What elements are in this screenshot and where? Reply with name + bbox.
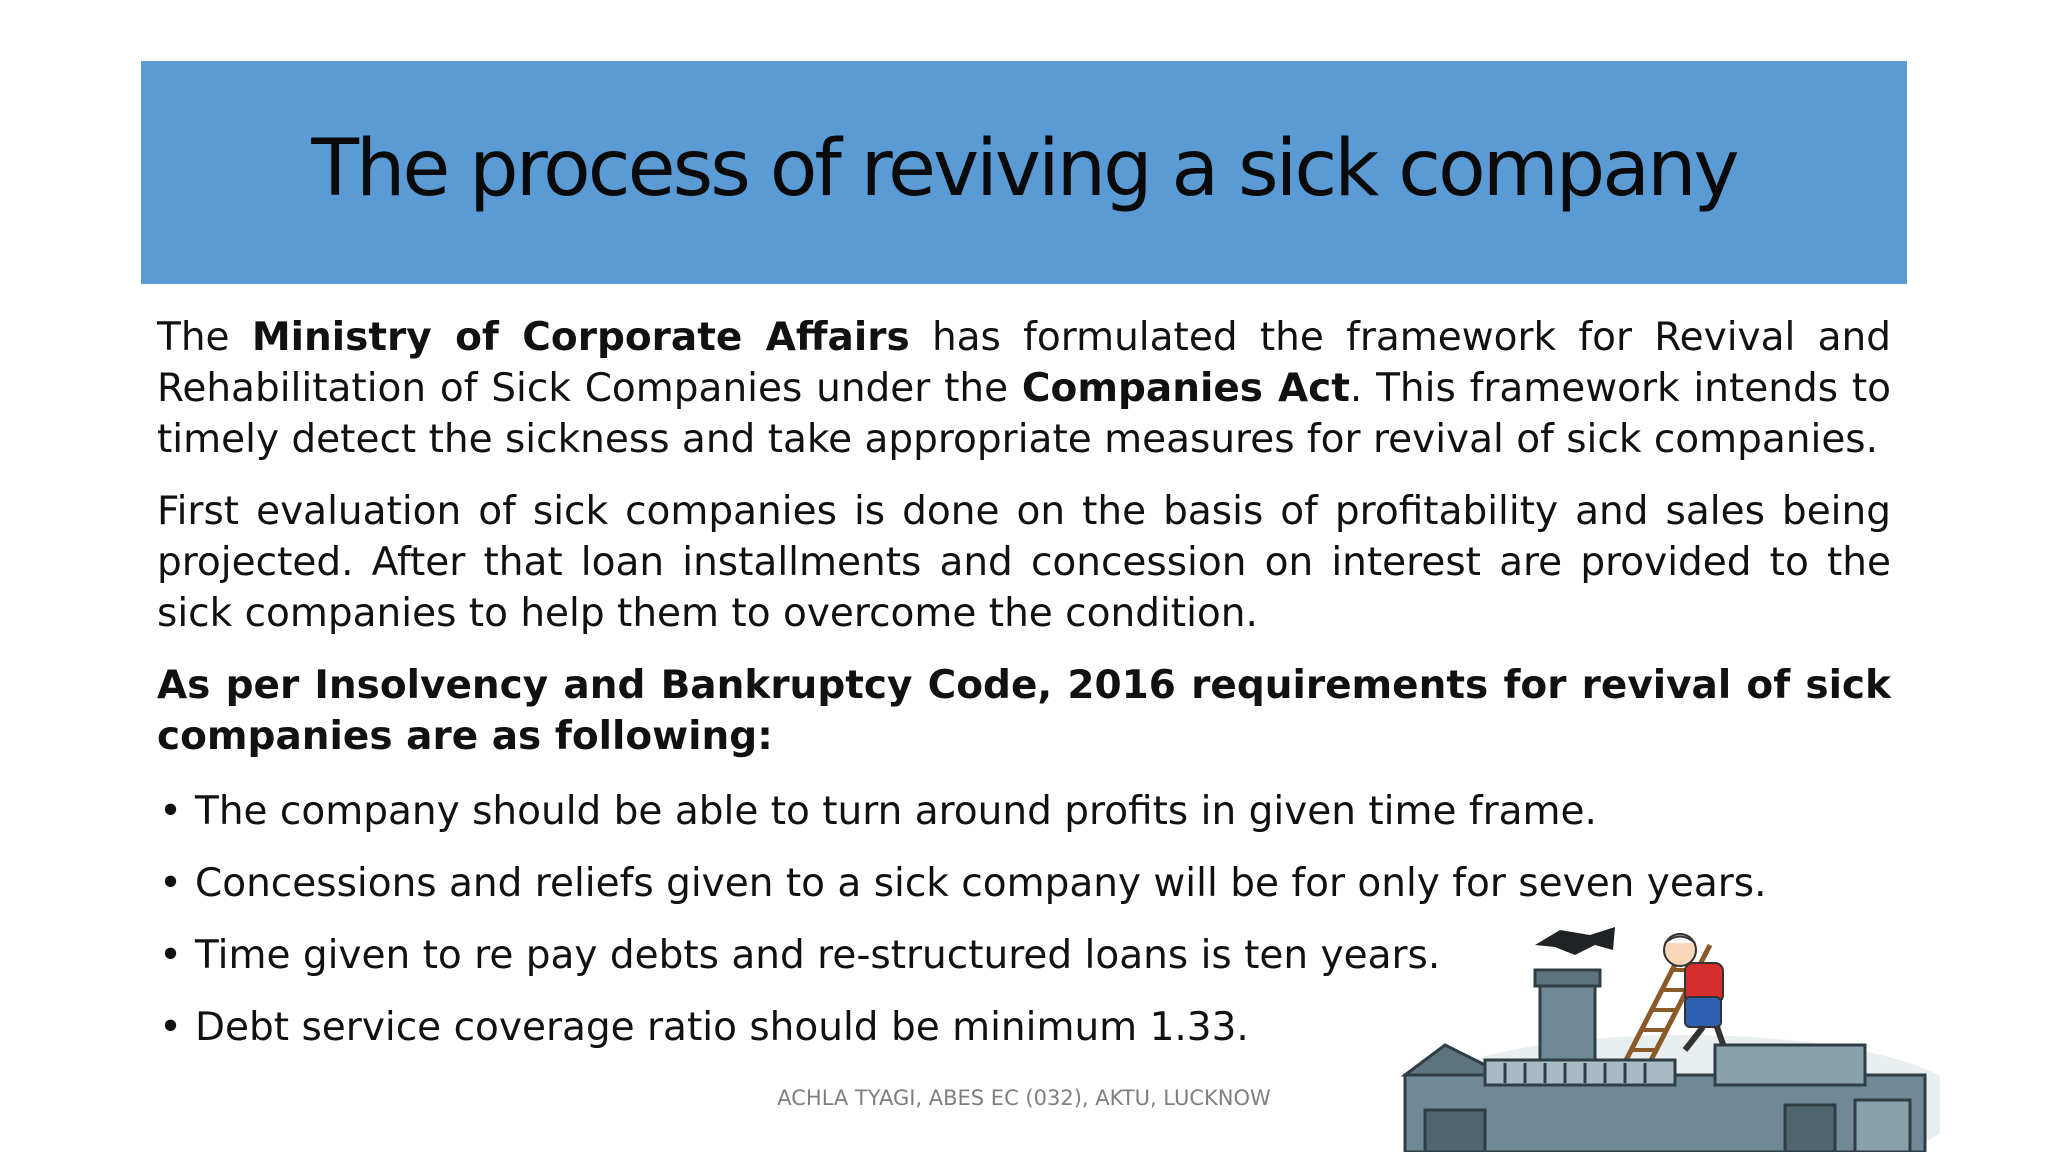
factory-chimney-icon: [1385, 925, 1940, 1152]
intro-bold-ministry: Ministry of Corporate Affairs: [251, 315, 910, 360]
slide-title: The process of reviving a sick company: [311, 123, 1737, 214]
intro-text-3: . This framework intends to timely detect the sickness and take appropriate measures for revival of sick companies.: [157, 366, 1891, 462]
bullet-icon: •: [159, 933, 183, 978]
title-banner: [141, 61, 1907, 284]
list-item-text: Concessions and reliefs given to a sick company will be for only for seven years.: [195, 861, 1767, 906]
bullet-icon: •: [159, 1005, 183, 1050]
paragraph-requirements-heading: As per Insolvency and Bankruptcy Code, 2016 requirements for revival of sick companies are as following:: [157, 663, 1891, 759]
factory-ladder-illustration: [1385, 925, 1940, 1152]
intro-bold-act: Companies Act: [1021, 366, 1350, 411]
list-item: [157, 786, 1891, 837]
list-item-text: Debt service coverage ratio should be minimum 1.33.: [195, 1005, 1249, 1050]
paragraph-intro: [157, 312, 1891, 465]
intro-text-2: has formulated the framework for Revival and Rehabilitation of Sick Companies under the: [157, 315, 1892, 411]
bullet-icon: •: [159, 789, 183, 834]
paragraph-evaluation: First evaluation of sick companies is done on the basis of profitability and sales being projected. After that loan installments and concession on interest are provided to the sick companies to help them to overcome the condition.: [157, 489, 1891, 636]
slide-footer: ACHLA TYAGI, ABES EC (032), AKTU, LUCKNOW: [777, 1086, 1271, 1110]
list-item-text: Time given to re pay debts and re-structured loans is ten years.: [195, 933, 1441, 978]
list-item-text: The company should be able to turn around profits in given time frame.: [195, 789, 1597, 834]
list-item: [157, 858, 1891, 909]
bullet-icon: •: [159, 861, 183, 906]
intro-text-1: The: [157, 315, 252, 360]
